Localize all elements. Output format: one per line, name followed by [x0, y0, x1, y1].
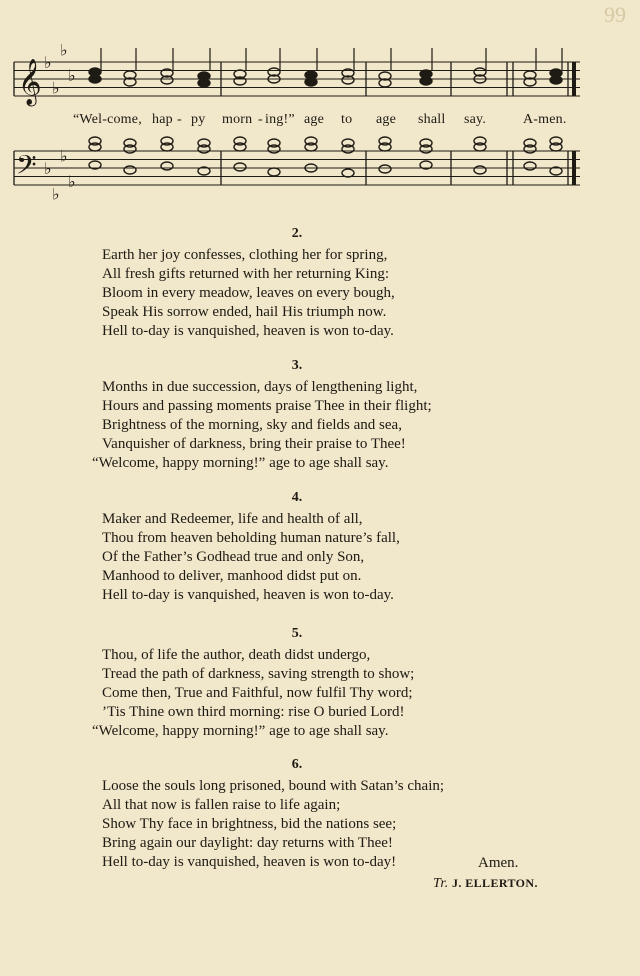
flat-icon: ♭ [44, 159, 52, 178]
verse-line: Months in due succession, days of lengthening light, [102, 379, 418, 395]
note [124, 166, 136, 174]
verse-line: “Welcome, happy morning!” age to age shall say. [92, 455, 389, 471]
verse-line: Maker and Redeemer, life and health of all, [102, 511, 363, 527]
lyric-word: py [191, 112, 206, 127]
note [420, 145, 432, 153]
lyric-word: A-men. [523, 112, 567, 127]
lyric-word: ing!” [265, 112, 295, 127]
note [234, 163, 246, 171]
note [305, 78, 317, 86]
verse-line: Tread the path of darkness, saving strength to show; [102, 666, 415, 682]
note [379, 143, 391, 151]
lyric-word: hap [152, 112, 173, 127]
verse-line: “Welcome, happy morning!” age to age shall say. [92, 723, 389, 739]
verse-line: Thou from heaven beholding human nature’s fall, [102, 530, 400, 546]
verse-line: All fresh gifts returned with her returning King: [102, 266, 390, 282]
music-score [0, 0, 640, 200]
page-number: 99 [604, 2, 626, 27]
note [342, 169, 354, 177]
verse-number: 4. [291, 490, 303, 505]
verse-line: Hell to-day is vanquished, heaven is won to-day. [102, 587, 394, 603]
verse-line: Vanquisher of darkness, bring their praise to Thee! [102, 436, 406, 452]
verse-line: Brightness of the morning, sky and fields and sea, [102, 417, 402, 433]
flat-icon: ♭ [68, 65, 76, 85]
note [124, 145, 136, 153]
verse-line: Speak His sorrow ended, hail His triumph now. [102, 304, 387, 320]
verse-line: Manhood to deliver, manhood didst put on. [102, 568, 362, 584]
verse-number: 3. [291, 358, 303, 373]
note [268, 145, 280, 153]
note [305, 143, 317, 151]
treble-clef: 𝄞 [18, 59, 42, 105]
verse-line: Come then, True and Faithful, now fulfil Thy word; [102, 685, 413, 701]
note [161, 162, 173, 170]
note [89, 143, 101, 151]
bass-clef: 𝄢 [16, 149, 37, 187]
note [550, 76, 562, 84]
attribution-name: J. ELLERTON. [452, 876, 538, 890]
lyric-word: morn [222, 112, 253, 127]
flat-icon: ♭ [52, 184, 60, 200]
lyric-word: - [258, 112, 263, 127]
note [420, 77, 432, 85]
note [234, 143, 246, 151]
verse-2 [102, 226, 582, 341]
attribution-prefix: Tr. [433, 876, 449, 891]
verse-line: Bloom in every meadow, leaves on every bough, [102, 285, 395, 301]
flat-icon: ♭ [52, 78, 60, 98]
lyric-word: age [376, 112, 397, 127]
lyric-word: - [177, 112, 182, 127]
verse-line: Of the Father’s Godhead true and only Son, [102, 549, 365, 565]
verse-number: 2. [291, 226, 303, 241]
verse-line: Thou, of life the author, death didst undergo, [102, 647, 371, 663]
verse-line: Show Thy face in brightness, bid the nations see; [102, 816, 397, 832]
verse-line: All that now is fallen raise to life again; [102, 797, 341, 813]
note [379, 165, 391, 173]
lyric-word: shall [418, 112, 446, 127]
verse-3 [92, 358, 582, 473]
lyric-word: to [341, 112, 353, 127]
attribution [433, 876, 538, 892]
verse-line: Loose the souls long prisoned, bound with Satan’s chain; [102, 778, 445, 794]
note [198, 145, 210, 153]
note [342, 145, 354, 153]
note [161, 143, 173, 151]
verse-line: Hours and passing moments praise Thee in their flight; [102, 398, 432, 414]
verse-line: Bring again our daylight: day returns with Thee! [102, 835, 393, 851]
note [198, 79, 210, 87]
flat-icon: ♭ [60, 146, 68, 166]
verse-line: Hell to-day is vanquished, heaven is won to-day. [102, 323, 394, 339]
lyric-word: “Wel-come, [73, 112, 142, 127]
flat-icon: ♭ [60, 40, 68, 60]
verse-number: 6. [291, 757, 303, 772]
lyric-word: age [304, 112, 325, 127]
flat-icon: ♭ [68, 171, 76, 191]
note [268, 168, 280, 176]
note [524, 162, 536, 170]
flat-icon: ♭ [44, 53, 52, 72]
note [524, 145, 536, 153]
amen-text: Amen. [478, 855, 519, 871]
note [550, 143, 562, 151]
lyric-word: say. [464, 112, 487, 127]
verse-line: ’Tis Thine own third morning: rise O buried Lord! [102, 704, 405, 720]
verse-number: 5. [291, 626, 303, 641]
note [474, 143, 486, 151]
note [474, 166, 486, 174]
note [89, 75, 101, 83]
verse-line: Hell to-day is vanquished, heaven is won to-day! [102, 854, 397, 870]
verse-line: Earth her joy confesses, clothing her for spring, [102, 247, 388, 263]
verse-4 [102, 490, 582, 605]
verse-5 [92, 626, 582, 741]
